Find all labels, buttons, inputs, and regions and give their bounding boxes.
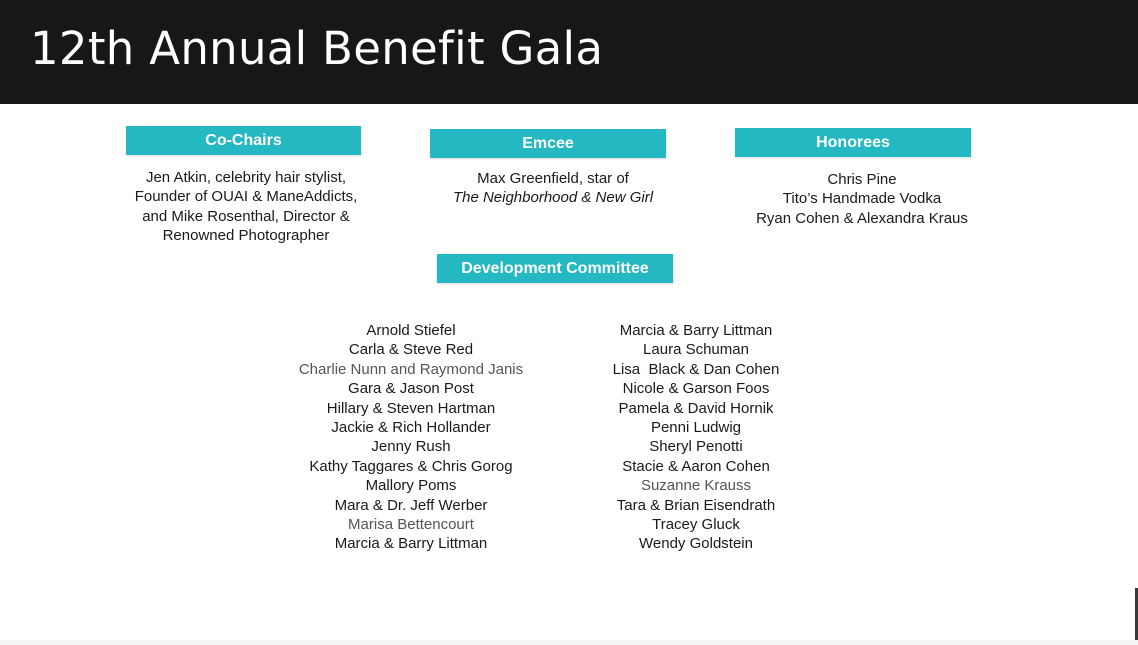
emcee-text (403, 169, 703, 208)
title-bar (0, 0, 1138, 104)
committee-member: Sheryl Penotti (649, 438, 743, 456)
committee-member: Charlie Nunn and Raymond Janis (298, 360, 524, 378)
committee-list-right (546, 321, 846, 554)
honorees-text (712, 170, 1012, 228)
cochairs-line: Founder of OUAI & ManeAddicts, (134, 188, 358, 206)
committee-member: Kathy Taggares & Chris Gorog (309, 457, 513, 475)
committee-member: Tara & Brian Eisendrath (616, 496, 776, 514)
committee-member: Marisa Bettencourt (348, 516, 474, 534)
committee-member: Lisa Black & Dan Cohen (612, 360, 780, 378)
page-title: 12th Annual Benefit Gala (30, 22, 604, 75)
committee-member: Carla & Steve Red (348, 341, 474, 359)
committee-member: Arnold Stiefel (366, 322, 456, 339)
committee-member: Stacie & Aaron Cohen (622, 457, 770, 475)
cochairs-line: Renowned Photographer (162, 227, 330, 245)
committee-member: Laura Schuman (643, 341, 749, 359)
committee-heading: Development Committee (437, 254, 673, 283)
cochairs-line: and Mike Rosenthal, Director & (142, 207, 350, 225)
cochairs-line: Jen Atkin, celebrity hair stylist, (145, 169, 347, 186)
committee-member: Jackie & Rich Hollander (331, 419, 491, 437)
committee-member: Wendy Goldstein (639, 535, 753, 553)
committee-member: Tracey Gluck (652, 516, 740, 534)
honoree-line: Chris Pine (827, 171, 897, 188)
committee-member: Mallory Poms (365, 477, 457, 495)
committee-member: Marcia & Barry Littman (334, 535, 488, 553)
committee-member: Penni Ludwig (650, 419, 742, 437)
committee-list-left (261, 321, 561, 554)
cochairs-text (96, 168, 396, 246)
honoree-line: Ryan Cohen & Alexandra Kraus (756, 209, 968, 227)
committee-member: Gara & Jason Post (348, 380, 474, 398)
emcee-shows: The Neighborhood & New Girl (452, 189, 654, 207)
emcee-heading: Emcee (430, 129, 666, 158)
committee-member: Hillary & Steven Hartman (326, 399, 496, 417)
committee-member: Suzanne Krauss (640, 477, 752, 495)
honorees-heading: Honorees (735, 128, 971, 157)
emcee-line: Max Greenfield, star of (477, 170, 629, 187)
committee-member: Marcia & Barry Littman (619, 322, 773, 339)
bottom-strip (0, 640, 1138, 645)
cochairs-heading: Co-Chairs (126, 126, 361, 155)
honoree-line: Tito’s Handmade Vodka (782, 190, 942, 208)
committee-member: Pamela & David Hornik (618, 399, 774, 417)
committee-member: Jenny Rush (371, 438, 451, 456)
committee-member: Nicole & Garson Foos (622, 380, 770, 398)
committee-member: Mara & Dr. Jeff Werber (334, 496, 488, 514)
